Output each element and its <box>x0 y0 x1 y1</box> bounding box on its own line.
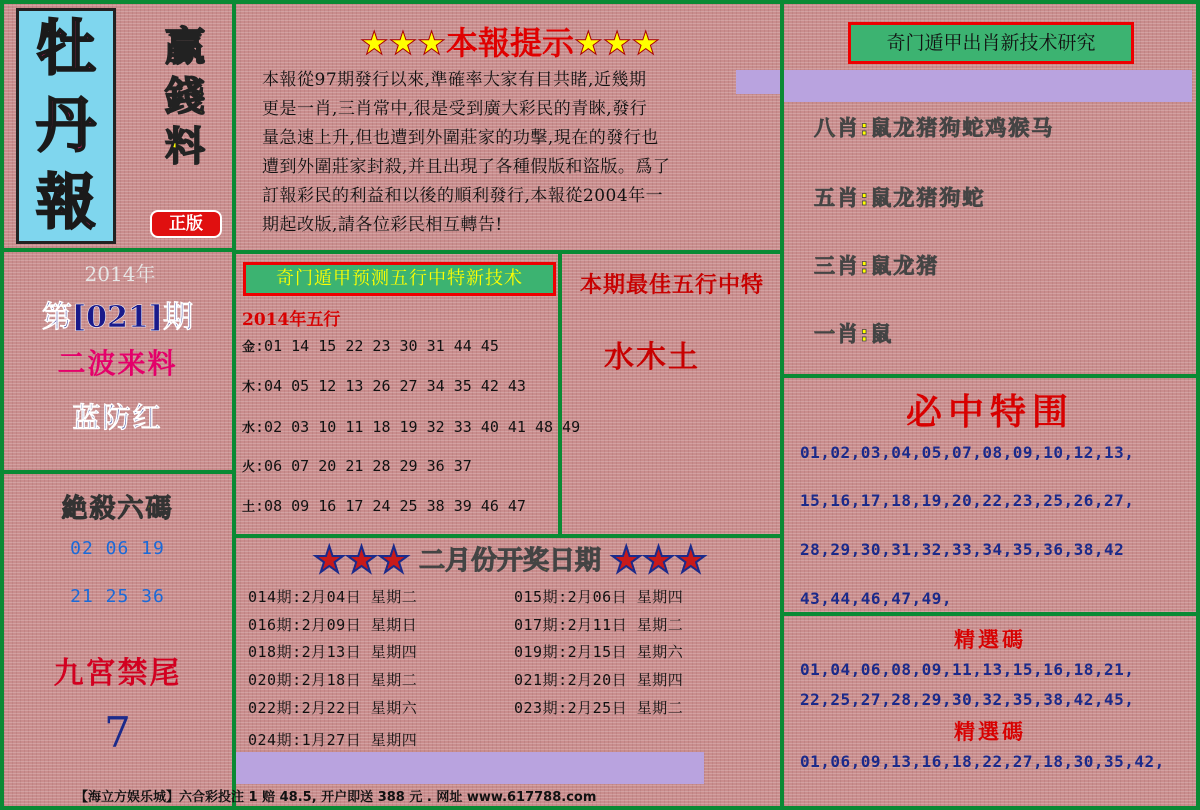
draw-date-entry: 022期:2月22日 星期六 <box>248 699 418 717</box>
draw-date-entry: 024期:1月27日 星期四 <box>248 731 418 749</box>
element-numbers: 08 09 16 17 24 25 38 39 46 47 <box>264 497 526 515</box>
star-decoration: ★★★ <box>313 540 410 581</box>
selected-title: 精選碼 <box>954 627 1026 652</box>
grid-line <box>0 0 4 810</box>
masthead-char: 報 <box>36 167 96 238</box>
draw-date-entry: 019期:2月15日 星期六 <box>514 643 684 661</box>
best-elements-value: 水木土 <box>604 340 700 375</box>
kill-numbers-line: 21 25 36 <box>70 586 165 607</box>
draw-date-entry: 017期:2月11日 星期二 <box>514 616 684 634</box>
notice-title <box>240 18 780 64</box>
element-numbers: 04 05 12 13 26 27 34 35 42 43 <box>264 377 526 395</box>
must-win-line: 15,16,17,18,19,20,22,23,25,26,27, <box>800 491 1135 510</box>
footer-ad: 【海立方娱乐城】六合彩投注 1 赔 48.5, 开户即送 388 元 . 网址 www.617788.com <box>75 790 597 805</box>
grid-line <box>780 374 1196 378</box>
grid-line <box>0 0 1200 4</box>
zodiac-row: 八肖:鼠龙猪狗蛇鸡猴马 <box>814 116 1055 140</box>
highlight-bar <box>236 752 704 784</box>
genuine-badge: 正版 <box>150 210 222 238</box>
five-elements-year: 2014年五行 <box>242 310 341 330</box>
draw-date-entry: 021期:2月20日 星期四 <box>514 671 684 689</box>
element-numbers: 06 07 20 21 28 29 36 37 <box>264 457 472 475</box>
selected-line: 01,06,09,13,16,18,22,27,18,30,35,42, <box>800 752 1165 771</box>
slogan-char: 贏 <box>165 24 205 70</box>
year-label: 2014年 <box>84 262 156 286</box>
must-win-line: 01,02,03,04,05,07,08,09,10,12,13, <box>800 443 1135 462</box>
grid-line <box>232 534 780 538</box>
draw-date-entry: 015期:2月06日 星期四 <box>514 588 684 606</box>
element-numbers: 02 03 10 11 18 19 32 33 40 41 48 49 <box>264 418 581 436</box>
grid-line <box>0 470 232 474</box>
notice-line: 期起改版,請各位彩民相互轉告! <box>262 215 503 235</box>
masthead <box>16 8 116 244</box>
must-win-line: 43,44,46,47,49, <box>800 589 952 608</box>
draw-dates-title-text: 二月份开奖日期 <box>418 546 601 576</box>
highlight-bar <box>784 70 1192 102</box>
star-decoration: ★★★ <box>359 24 446 62</box>
element-label: 火 <box>242 460 256 475</box>
best-elements-title: 本期最佳五行中特 <box>579 272 764 298</box>
wave-tip: 二波来料 <box>57 347 178 380</box>
selected-title: 精選碼 <box>954 719 1026 744</box>
draw-dates-title <box>240 540 780 581</box>
zodiac-row: 三肖:鼠龙猪 <box>814 254 940 278</box>
selected-line: 22,25,27,28,29,30,32,35,38,42,45, <box>800 690 1135 709</box>
grid-line <box>0 248 232 252</box>
five-elements-row: 土:08 09 16 17 24 25 38 39 46 47 <box>242 497 526 515</box>
five-elements-row: 金:01 14 15 22 23 30 31 44 45 <box>242 337 499 355</box>
notice-body <box>262 66 762 240</box>
element-label: 金 <box>242 340 256 355</box>
slogan <box>150 22 220 172</box>
nine-palace-value: 7 <box>104 708 131 757</box>
notice-title-text: 本報提示 <box>445 24 574 62</box>
five-elements-row: 火:06 07 20 21 28 29 36 37 <box>242 457 472 475</box>
grid-line <box>558 250 562 536</box>
masthead-char: 牡 <box>36 14 96 85</box>
zodiac-row: 一肖:鼠 <box>814 322 894 346</box>
draw-date-entry: 016期:2月09日 星期日 <box>248 616 418 634</box>
kill-six-title: 絶殺六碼 <box>61 494 174 524</box>
grid-line <box>780 612 1196 616</box>
five-elements-row: 水:02 03 10 11 18 19 32 33 40 41 48 49 <box>242 418 581 436</box>
grid-line <box>0 806 1200 810</box>
notice-line: 量急速上升,但也遭到外圍莊家的功擊,現在的發行也 <box>262 128 659 148</box>
must-win-title: 必中特围 <box>905 392 1074 433</box>
slogan-char: 料 <box>165 124 205 170</box>
star-decoration: ★★★ <box>574 24 661 62</box>
notice-line: 本報從97期發行以來,準確率大家有目共睹,近幾期 <box>262 70 647 90</box>
element-label: 水 <box>242 421 256 436</box>
five-elements-title: 奇门遁甲预测五行中特新技术 <box>243 262 556 296</box>
grid-line <box>1196 0 1200 810</box>
draw-date-entry: 018期:2月13日 星期四 <box>248 643 418 661</box>
draw-date-entry: 020期:2月18日 星期二 <box>248 671 418 689</box>
notice-line: 訂報彩民的利益和以後的順利發行,本報從2004年一 <box>262 186 664 206</box>
grid-line <box>232 250 780 254</box>
masthead-char: 丹 <box>36 90 96 161</box>
element-numbers: 01 14 15 22 23 30 31 44 45 <box>264 337 499 355</box>
nine-palace-title: 九宮禁尾 <box>53 656 182 691</box>
defense-tip: 蓝防红 <box>72 401 163 434</box>
notice-line: 遭到外圍莊家封殺,并且出現了各種假版和盜版。爲了 <box>262 157 671 177</box>
five-elements-row: 木:04 05 12 13 26 27 34 35 42 43 <box>242 377 526 395</box>
zodiac-title: 奇门遁甲出肖新技术研究 <box>848 22 1134 64</box>
grid-line <box>232 0 236 806</box>
issue-number: 第[021]期 <box>41 300 193 335</box>
slogan-char: 錢 <box>165 74 205 120</box>
selected-line: 01,04,06,08,09,11,13,15,16,18,21, <box>800 660 1135 679</box>
element-label: 土 <box>242 500 256 515</box>
draw-date-entry: 023期:2月25日 星期二 <box>514 699 684 717</box>
notice-line: 更是一肖,三肖常中,很是受到廣大彩民的青睞,發行 <box>262 99 648 119</box>
element-label: 木 <box>242 380 256 395</box>
kill-numbers-line: 02 06 19 <box>70 538 165 559</box>
zodiac-row: 五肖:鼠龙猪狗蛇 <box>814 186 986 210</box>
star-decoration: ★★★ <box>610 540 707 581</box>
must-win-line: 28,29,30,31,32,33,34,35,36,38,42 <box>800 540 1125 559</box>
draw-date-entry: 014期:2月04日 星期二 <box>248 588 418 606</box>
